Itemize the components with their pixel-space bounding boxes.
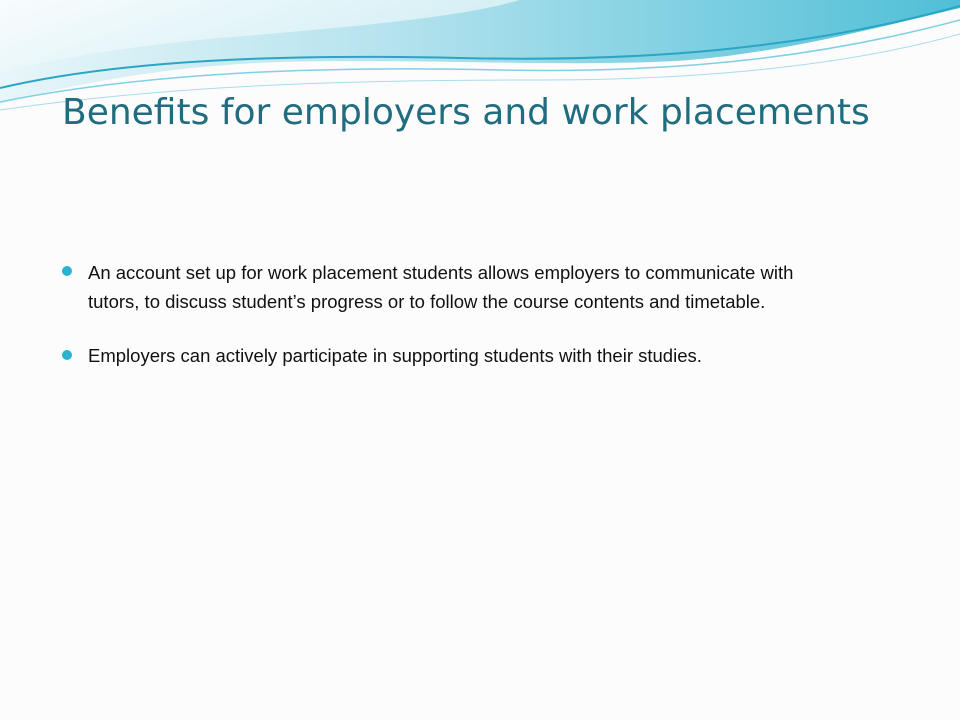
bullet-list — [62, 258, 862, 370]
slide-title: Benefits for employers and work placements — [62, 92, 870, 133]
bullet-text: Employers can actively participate in supporting students with their studies. — [88, 345, 702, 366]
bullet-text: An account set up for work placement students allows employers to communicate with tutors, to discuss student’s progress or to follow the course contents and timetable. — [88, 262, 794, 312]
bullet-item — [62, 258, 862, 316]
bullet-dot-icon — [62, 350, 72, 360]
bullet-dot-icon — [62, 266, 72, 276]
bullet-item — [62, 342, 862, 370]
